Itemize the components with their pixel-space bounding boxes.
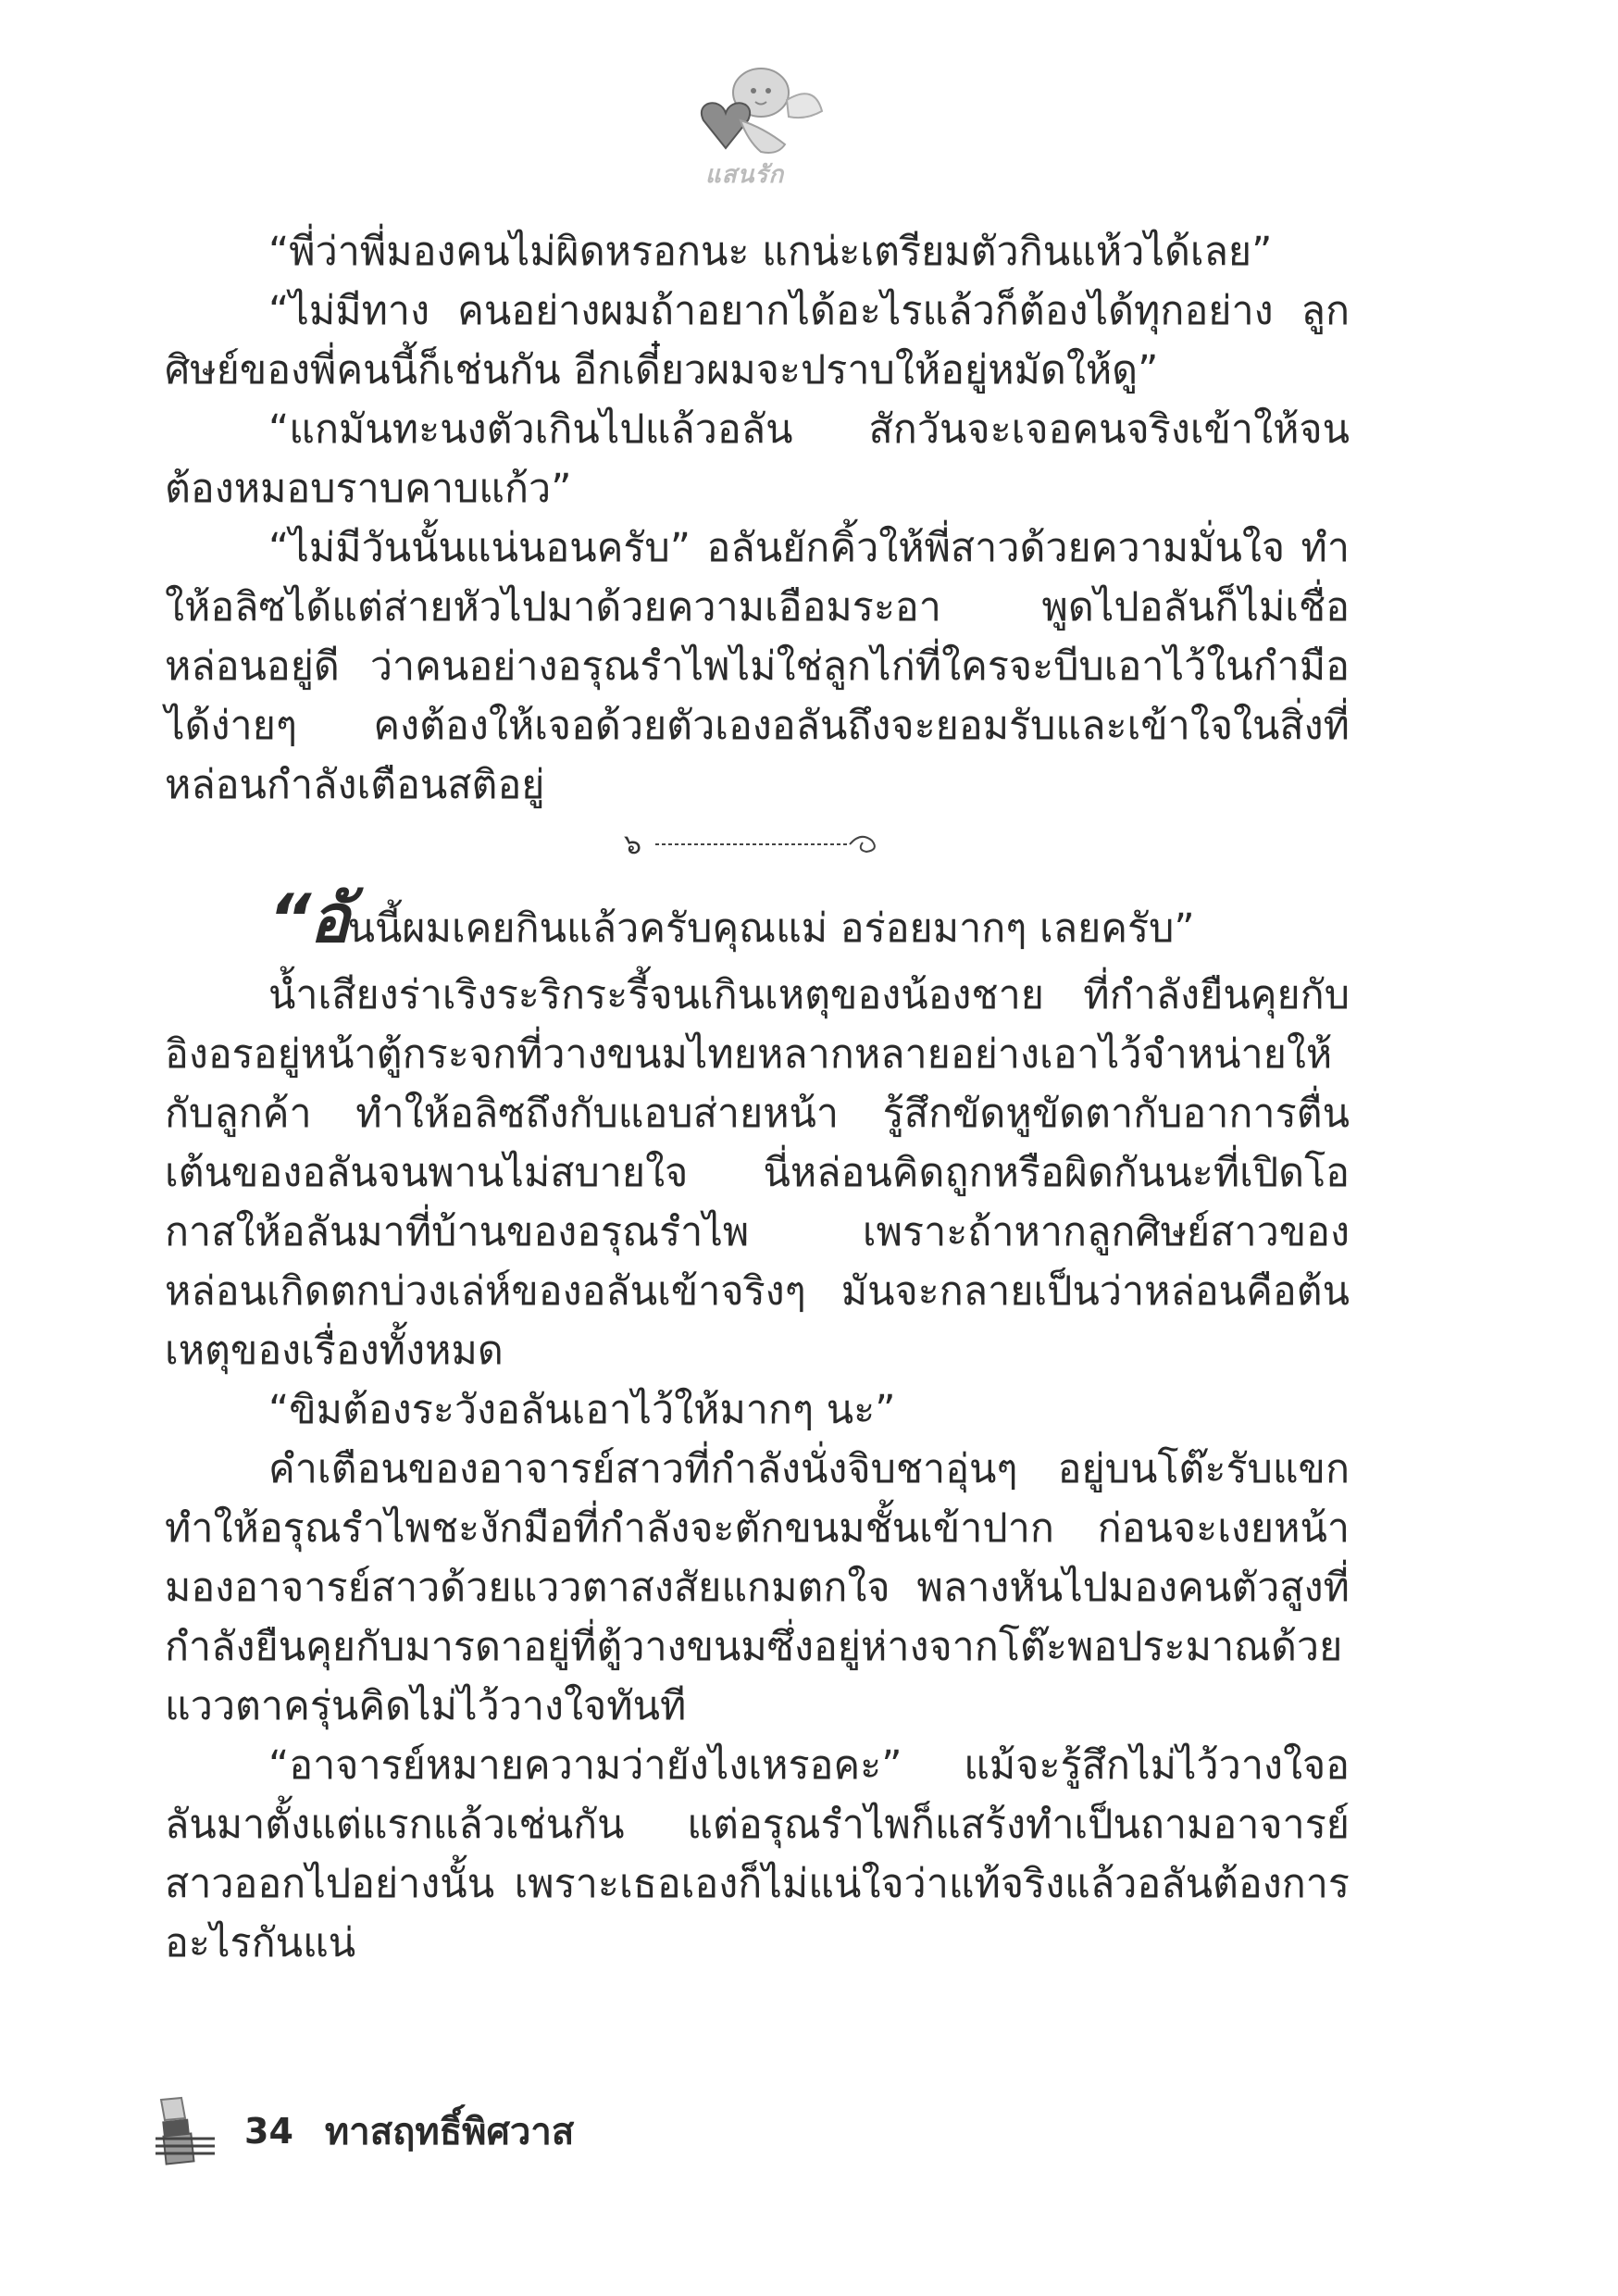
chapter-opening-line <box>165 881 1350 966</box>
ornament-divider-icon <box>618 822 896 868</box>
paragraph: “ไม่มีทาง คนอย่างผมถ้าอยากได้อะไรแล้วก็ต้องได้ทุกอย่าง ลูกศิษย์ของพี่คนนี้ก็เช่นกัน อีกเดี๋ยวผมจะปราบให้อยู่หมัดให้ดู” <box>165 288 1350 393</box>
paragraph: “อาจารย์หมายความว่ายังไงเหรอคะ” แม้จะรู้สึกไม่ไว้วางใจอลันมาตั้งแต่แรกแล้วเช่นกัน แต่อรุณรำไพก็แสร้งทำเป็นถามอาจารย์สาวออกไปอย่างนั้น เพราะเธอเองก็ไม่แน่ใจว่าแท้จริงแล้วอลันต้องการอะไรกันแน่ <box>165 1742 1350 1966</box>
page-number: 34 <box>244 2111 293 2152</box>
page-footer <box>154 2094 574 2168</box>
paragraphs-before <box>165 222 1350 815</box>
paragraph: คำเตือนของอาจารย์สาวที่กำลังนั่งจิบชาอุ่นๆ อยู่บนโต๊ะรับแขกทำให้อรุณรำไพชะงักมือที่กำลังจะตักขนมชั้นเข้าปาก ก่อนจะเงยหน้ามองอาจารย์สาวด้วยแววตาสงสัยแกมตกใจ พลางหันไปมองคนตัวสูงที่กำลังยืนคุยกับมารดาอยู่ที่ตู้วางขนมซึ่งอยู่ห่างจากโต๊ะพอประมาณด้วยแววตาครุ่นคิดไม่ไว้วางใจทันที <box>165 1446 1350 1729</box>
chapter-divider <box>165 815 1350 881</box>
lipstick-icon <box>154 2094 218 2168</box>
opening-line-text: นนี้ผมเคยกินแล้วครับคุณแม่ อร่อยมากๆ เลยครับ” <box>347 905 1195 952</box>
paragraph: “พี่ว่าพี่มองคนไม่ผิดหรอกนะ แกน่ะเตรียมตัวกินแห้วได้เลย” <box>268 229 1273 275</box>
page-body <box>165 222 1350 1973</box>
paragraph: “ขิมต้องระวังอลันเอาไว้ให้มากๆ นะ” <box>268 1387 896 1433</box>
paragraph: “ไม่มีวันนั้นแน่นอนครับ” อลันยักคิ้วให้พี่สาวด้วยความมั่นใจ ทำให้อลิซได้แต่ส่ายหัวไปมาด้วยความเอือมระอา พูดไปอลันก็ไม่เชื่อหล่อนอยู่ดี ว่าคนอย่างอรุณรำไพไม่ใช่ลูกไก่ที่ใครจะบีบเอาไว้ในกำมือได้ง่ายๆ คงต้องให้เจอด้วยตัวเองอลันถึงจะยอมรับและเข้าใจในสิ่งที่หล่อนกำลังเตือนสติอยู่ <box>165 525 1350 808</box>
book-title: ทาสฤทธิ์พิศวาส <box>324 2111 575 2153</box>
paragraph: น้ำเสียงร่าเริงระริกระรี้จนเกินเหตุของน้องชาย ที่กำลังยืนคุยกับอิงอรอยู่หน้าตู้กระจกที่วางขนมไทยหลากหลายอย่างเอาไว้จำหน่ายให้กับลูกค้า ทำให้อลิซถึงกับแอบส่ายหน้า รู้สึกขัดหูขัดตากับอาการตื่นเต้นของอลันจนพานไม่สบายใจ นี่หล่อนคิดถูกหรือผิดกันนะที่เปิดโอกาสให้อลันมาที่บ้านของอรุณรำไพ เพราะถ้าหากลูกศิษย์สาวของหล่อนเกิดตกบ่วงเล่ห์ของอลันเข้าจริงๆ มันจะกลายเป็นว่าหล่อนคือต้นเหตุของเรื่องทั้งหมด <box>165 972 1350 1374</box>
publisher-logo-text: แสนรัก <box>705 161 785 189</box>
paragraphs-after <box>165 966 1350 1973</box>
paragraph: “แกมันทะนงตัวเกินไปแล้วอลัน สักวันจะเจอคนจริงเข้าให้จนต้องหมอบราบคาบแก้ว” <box>165 406 1350 512</box>
drop-cap: “อั <box>268 880 348 957</box>
chapter-number: ๖ <box>624 829 642 861</box>
